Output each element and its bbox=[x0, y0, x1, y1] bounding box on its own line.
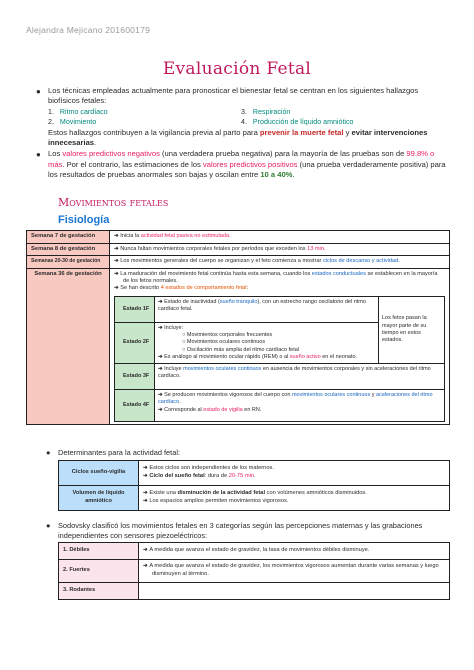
list-item: 4. Producción de líquido amniótico bbox=[241, 117, 354, 126]
table-row bbox=[115, 296, 445, 322]
table-row bbox=[59, 543, 450, 560]
state-text: ➔ Incluye movimientos oculares continuos en ausencia de movimientos corporales y sin aceleraciones del ritmo cardíaco. bbox=[155, 364, 445, 390]
section-heading-movimientos: Movimientos fetales bbox=[58, 196, 169, 209]
state-label: Estado 2F bbox=[115, 322, 155, 363]
row-text: ➔ A medida que avanza el estado de gravidez, los movimientos vigorosos aumentan durante varias semanas y luego disminuyen al término. bbox=[139, 560, 450, 583]
list-item: 2. Movimiento bbox=[48, 117, 97, 126]
determinantes-table bbox=[58, 460, 450, 511]
week-text: ➔ La maduración del movimiento fetal continúa hasta esta semana, cuando los estados conductuales se establecen en la mayoría de los fetos normales. ➔ Se han descrito 4 estados de comportamiento fetal: Estado 1F ➔ Estado de inactividad (sueño tranquilo), con un estrecho rango oscilatorio del ritmo cardíaco fetal. Los fetos pasan la mayor parte de su tiempo en estos estados. Estado 2F ➔ Incluye: ○ Movimientos corporales frecuentes ○ Movimientos oculares continuos ○ Oscilación más amplia del ritmo cardíaco fetal ➔ Es análogo al movimiento ocular rápido (REM) o al sueño activo en el neonato. Estado 3F ➔ Incluye movimientos oculares continuos en ausencia de movimientos corporales y sin aceleraciones del ritmo cardíaco. Estado 4F ➔ Se producen movimientos vigorosos del cuerpo con movimientos oculares continuos y aceleraciones del ritmo cardíaco. ➔ Corresponde al estado de vigilia en RN. bbox=[110, 268, 450, 424]
table-row bbox=[27, 231, 450, 244]
bullet-icon: ● bbox=[46, 448, 51, 457]
table-row bbox=[59, 461, 450, 486]
intro-paragraph-1: ● Los técnicas empleadas actualmente para pronosticar el bienestar fetal se centran en los siguientes hallazgos biofísicos fetales: bbox=[36, 86, 419, 106]
bullet-icon: ● bbox=[36, 87, 41, 96]
week-label: Semana 8 de gestación bbox=[27, 243, 110, 256]
sodovsky-table bbox=[58, 542, 450, 600]
week-text: ➔ Los movimientos generales del cuerpo se organizan y el feto comienza a mostrar ciclos de descanso y actividad. bbox=[110, 256, 450, 268]
row-text bbox=[139, 583, 450, 600]
row-label: 1. Débiles bbox=[59, 543, 139, 560]
state-text: ➔ Se producen movimientos vigorosos del cuerpo con movimientos oculares continuos y aceleraciones del ritmo cardíaco. ➔ Corresponde al estado de vigilia en RN. bbox=[155, 390, 445, 422]
author-name: Alejandra Mejicano 201600179 bbox=[26, 25, 151, 35]
table-row bbox=[59, 560, 450, 583]
bullet-icon: ● bbox=[36, 150, 41, 160]
intro-section bbox=[36, 86, 450, 181]
section-heading-fisiologia: Fisiología bbox=[58, 214, 110, 226]
determinantes-heading: ● Determinantes para la actividad fetal: bbox=[46, 448, 181, 457]
state-label: Estado 3F bbox=[115, 364, 155, 390]
week-text: ➔ Nunca faltan movimientos corporales fetales por períodos que exceden los 13 min. bbox=[110, 243, 450, 256]
row-label: Volumen de líquido amniótico bbox=[59, 486, 139, 511]
side-note: Los fetos pasan la mayor parte de su tiempo en estos estados. bbox=[379, 296, 445, 363]
state-text: ➔ Incluye: ○ Movimientos corporales frecuentes ○ Movimientos oculares continuos ○ Oscilación más amplia del ritmo cardíaco fetal ➔ Es análogo al movimiento ocular rápido (REM) o al sueño activo en el neonato. bbox=[155, 322, 379, 363]
table-row bbox=[59, 486, 450, 511]
page-title: Evaluación Fetal bbox=[162, 59, 312, 79]
intro-paragraph-2: Estos hallazgos contribuyen a la vigilancia previa al parto para prevenir la muerte fetal y evitar intervenciones innecesarias. bbox=[48, 127, 428, 147]
row-label: 2. Fuertes bbox=[59, 560, 139, 583]
table-row bbox=[59, 583, 450, 600]
week-text: ➔ Inicia la actividad fetal pasiva no estimulada. bbox=[110, 231, 450, 244]
state-text: ➔ Estado de inactividad (sueño tranquilo), con un estrecho rango oscilatorio del ritmo cardíaco fetal. bbox=[155, 296, 379, 322]
table-row bbox=[115, 390, 445, 422]
state-label: Estado 1F bbox=[115, 296, 155, 322]
week-label: Semana 7 de gestación bbox=[27, 231, 110, 244]
row-text: ➔ A medida que avanza el estado de gravidez, la tasa de movimientos débiles disminuye. bbox=[139, 543, 450, 560]
row-label: Ciclos sueño-vigilia bbox=[59, 461, 139, 486]
table-row bbox=[27, 268, 450, 424]
row-text: ➔ Existe una disminución de la actividad fetal con volúmenes amnióticos disminuidos. ➔ Los espacios amplios permiten movimientos vigorosos. bbox=[139, 486, 450, 511]
table-row bbox=[27, 243, 450, 256]
table-row bbox=[27, 256, 450, 268]
hallazgos-list bbox=[48, 108, 450, 128]
states-table bbox=[114, 296, 445, 422]
bullet-icon: ● bbox=[46, 521, 51, 530]
row-text: ➔ Estos ciclos son independientes de los maternos. ➔ Ciclo del sueño fetal: dura de 20-75 min. bbox=[139, 461, 450, 486]
list-item: 1. Ritmo cardíaco bbox=[48, 107, 108, 116]
list-item: 3. Respiración bbox=[241, 107, 291, 116]
week-label: Semanas 20-30 de gestación bbox=[27, 256, 110, 268]
fisiologia-table bbox=[26, 230, 450, 425]
row-label: 3. Rodantes bbox=[59, 583, 139, 600]
state-label: Estado 4F bbox=[115, 390, 155, 422]
table-row bbox=[115, 364, 445, 390]
sodovsky-paragraph: ● Sodovsky clasificó los movimientos fetales en 3 categorías según las percepciones maternas y las grabaciones independientes con sensores piezoeléctricos: bbox=[46, 521, 423, 541]
intro-paragraph-3: ● Los valores predictivos negativos (una verdadera prueba negativa) para la mayoría de las pruebas son de 99.8% o más. Por el contrario, las estimaciones de los valores predictivos positivos (una prueba verdaderamente positiva) para los resultados de pruebas anormales son bajas y oscilan entre 10 a 40%. bbox=[36, 149, 446, 180]
week-label: Semana 36 de gestación bbox=[27, 268, 110, 424]
